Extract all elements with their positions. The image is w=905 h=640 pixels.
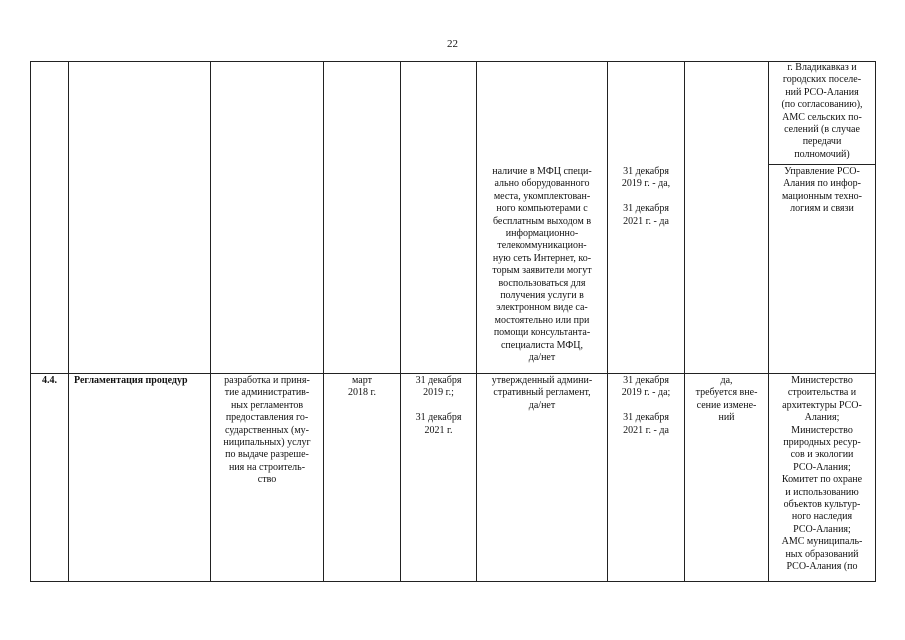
row-b-target-values: 31 декабря 2019 г. - да, 31 декабря 2021 г. - да — [621, 166, 671, 227]
page-number: 22 — [447, 38, 458, 50]
table-bottom-border — [30, 581, 876, 582]
row-divider-c — [30, 373, 876, 374]
row-c-target-values: 31 декабря 2019 г. - да; 31 декабря 2021 г. - да — [621, 375, 671, 436]
col-border — [684, 61, 685, 582]
row-c-responsible: Министерство строительства и архитектуры РСО- Алания; Министерство природных ресур- сов и экологии РСО-Алания; Комитет по охране и использованию объектов культур- ного наследия РСО-Алания; АМС муниципаль- ных образований РСО-Алания (по — [781, 375, 863, 573]
row-a-responsible: г. Владикавказ и городских поселе- ний РСО-Алания (по согласованию), АМС сельских по- селений (в случае передачи полномочий) — [781, 62, 863, 160]
col-border — [210, 61, 211, 582]
row-b-indicator: наличие в МФЦ специ- ально оборудованного места, укомплектован- ного компьютерами с бесплатным выходом в информационно- телекоммуникацион- ную сеть Интернет, ко- торым заявители могут воспользоваться для получения услуги в электронном виде са- мостоятельно или при помощи консультанта- специалиста МФЦ, да/нет — [492, 166, 592, 364]
row-b-responsible: Управление РСО- Алания по инфор- мационным техно- логиям и связи — [781, 166, 862, 215]
col-border — [400, 61, 401, 582]
row-c-current-state: да, требуется вне- сение измене- ний — [695, 375, 758, 424]
col-border — [30, 61, 31, 582]
col-border — [607, 61, 608, 582]
table-top-border — [30, 61, 876, 62]
row-c-action: разработка и приня- тие административ- ных регламентов предоставления го- сударственных (му- ниципальных) услуг по выдаче разреше- ния на строитель- ство — [223, 375, 311, 486]
col-border — [875, 61, 876, 582]
row-c-title: Регламентация процедур — [74, 375, 188, 386]
row-c-indicator: утвержденный админи- стративный регламент, да/нет — [491, 375, 593, 411]
col-border — [68, 61, 69, 582]
row-c-start-date: март 2018 г. — [348, 375, 376, 399]
row-divider-b-col9 — [768, 164, 876, 165]
row-c-number: 4.4. — [42, 375, 57, 386]
row-c-end-date: 31 декабря 2019 г.; 31 декабря 2021 г. — [415, 375, 462, 436]
col-border — [323, 61, 324, 582]
